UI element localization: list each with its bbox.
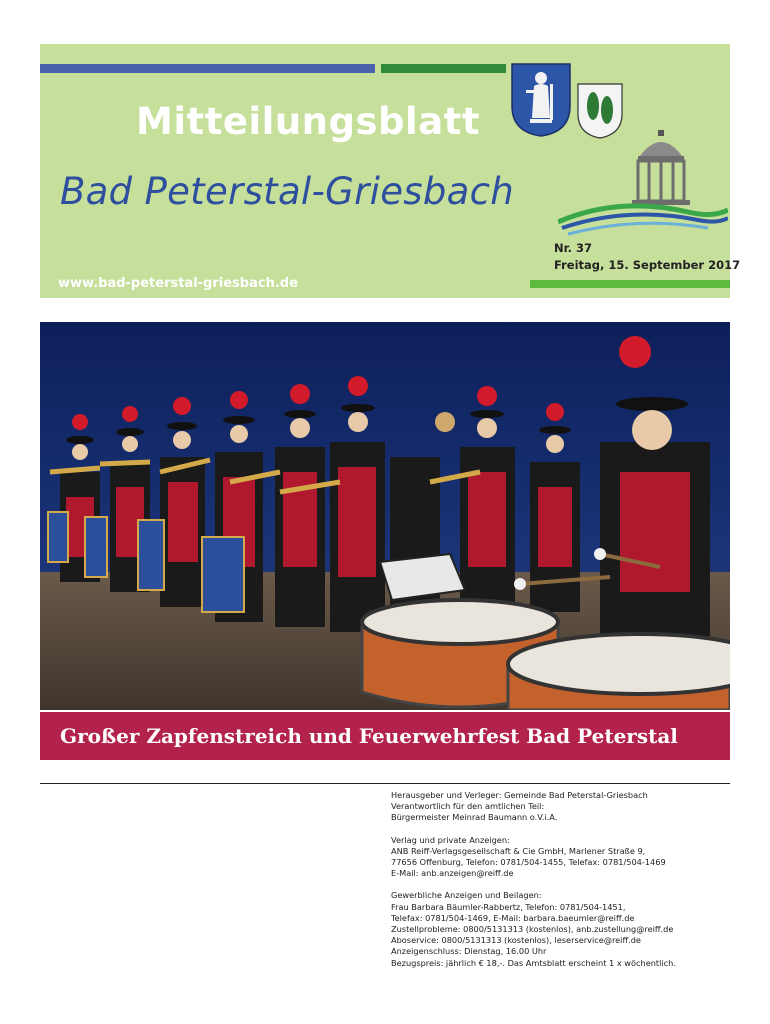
- imprint-line: Aboservice: 0800/5131313 (kostenlos), leserservice@reiff.de: [391, 935, 641, 946]
- pavilion-logo-icon: [558, 126, 728, 246]
- divider: [40, 783, 730, 784]
- imprint-line: Bezugspreis: jährlich € 18,-. Das Amtsblatt erscheint 1 x wöchentlich.: [391, 957, 676, 968]
- green-bar: [381, 64, 506, 73]
- imprint-line: Gewerbliche Anzeigen und Beilagen:: [391, 890, 542, 901]
- imprint-line: Anzeigenschluss: Dienstag, 16.00 Uhr: [391, 946, 547, 957]
- website-url: www.bad-peterstal-griesbach.de: [58, 276, 298, 291]
- imprint-line: Herausgeber und Verleger: Gemeinde Bad Peterstal-Griesbach: [391, 790, 648, 800]
- masthead: [40, 44, 741, 298]
- cover-photo: [40, 322, 730, 710]
- town-name: Bad Peterstal-Griesbach: [60, 170, 515, 213]
- issue-info: [554, 240, 740, 274]
- headline-banner: Großer Zapfenstreich und Feuerwehrfest Bad Peterstal: [40, 712, 730, 760]
- newsletter-title: Mitteilungsblatt: [136, 100, 481, 143]
- imprint-line: 77656 Offenburg, Telefon: 0781/504-1455, Telefax: 0781/504-1469: [391, 857, 666, 868]
- imprint-email[interactable]: E-Mail: anb.anzeigen@reiff.de: [391, 868, 514, 879]
- accent-bar: [530, 280, 730, 288]
- imprint-line: Frau Barbara Bäumler-Rabbertz, Telefon: 0781/504-1451,: [391, 901, 626, 912]
- imprint-line: Telefax: 0781/504-1469, E-Mail: barbara.baeumler@reiff.de: [391, 912, 635, 923]
- imprint-line: Zustellprobleme: 0800/5131313 (kostenlos), anb.zustellung@reiff.de: [391, 924, 674, 935]
- imprint-line: Verantwortlich für den amtlichen Teil:: [391, 801, 545, 812]
- issue-number: Nr. 37: [554, 241, 593, 255]
- imprint-line: Bürgermeister Meinrad Baumann o.V.i.A.: [391, 812, 558, 823]
- blue-bar: [40, 64, 375, 73]
- imprint-line: ANB Reiff-Verlagsgesellschaft & Cie GmbH, Marlener Straße 9,: [391, 845, 646, 856]
- imprint: [391, 790, 726, 969]
- issue-date: Freitag, 15. September 2017: [554, 258, 741, 272]
- imprint-line: Verlag und private Anzeigen:: [391, 834, 510, 845]
